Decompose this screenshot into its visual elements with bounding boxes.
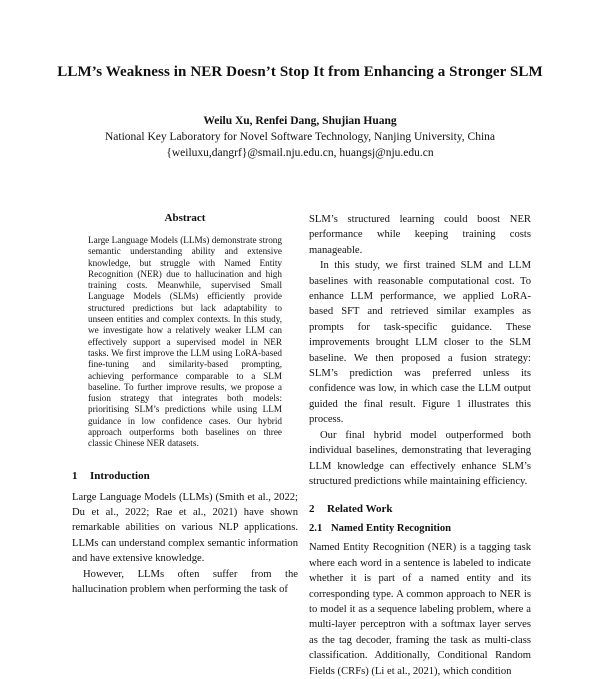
introduction-heading [72,470,298,482]
ner-paragraph: Named Entity Recognition (NER) is a tagging task where each word in a sentence is labeled to indicate whether it is part of a named entity and its corresponding type. A common approach to NER is to model it as a sequence labeling problem, where a multi-layer perceptron with a softmax layer serves as the tag decoder, framing the task as multi-class classification. Additionally, Conditional Random Fields (CRFs) (Li et al., 2021), which condition [309,542,531,677]
section-title: Related Work [327,503,393,516]
author-list: Weilu Xu, Renfei Dang, Shujian Huang [203,115,397,127]
ner-subsection-heading [309,523,531,534]
intro-paragraph-1: Large Language Models (LLMs) (Smith et al., 2022; Du et al., 2022; Rae et al., 2021) have shown remarkable abilities on various NLP applications. LLMs can understand complex semantic information and have extensive knowledge. [72,491,298,565]
intro-continued-paragraph: SLM’s structured learning could boost NER performance while keeping training costs manageable. [309,214,531,256]
author-emails: {weiluxu,dangrf}@smail.nju.edu.cn, huangsj@nju.edu.cn [166,147,434,159]
right-column [309,212,531,679]
abstract-text: Large Language Models (LLMs) demonstrate strong semantic understanding ability and extensive knowledge, but struggle with Named Entity Recognition (NER) due to hallucination and high training costs. Meanwhile, supervised Small Language Models (SLMs) efficiently provide structured predictions but lack adaptability to unseen entities and complex contexts. In this study, we investigate how a relatively weaker LLM can effectively support a supervised model in NER tasks. We first improve the LLM using LoRA-based fine-tuning and similarity-based prompting, achieving performance comparable to a SLM baseline. To further improve results, we propose a fusion strategy that integrates both models: prioritising SLM’s predictions while using LLM guidance in low confidence cases. Our hybrid approach outperforms both baselines on three classic Chinese NER datasets. [88,235,282,449]
related-work-heading [309,503,531,515]
study-paragraph: In this study, we first trained SLM and LLM baselines with reasonable computational cost. To enhance LLM performance, we applied LoRA-based SFT and retrieved similar examples as prompts for task-specific guidance. These improvements brought LLM closer to the SLM baseline. We then proposed a fusion strategy: SLM’s prediction was preferred unless its confidence was low, in which case the LLM output guided the final result. Figure 1 illustrates this process. [309,260,531,426]
section-number: 1 [72,469,78,482]
section-number: 2 [309,503,315,516]
paper-title: LLM’s Weakness in NER Doesn’t Stop It from Enhancing a Stronger SLM [57,64,543,80]
result-paragraph: Our final hybrid model outperformed both individual baselines, demonstrating that leveraging LLM knowledge can effectively enhance SLM’s structured predictions while maintaining efficiency. [309,429,531,487]
intro-paragraph-2: However, LLMs often suffer from the hallucination problem when performing the task of [72,568,298,596]
affiliation: National Key Laboratory for Novel Software Technology, Nanjing University, China [105,131,495,143]
left-column [72,212,298,597]
section-title: Introduction [90,469,150,482]
subsection-number: 2.1 [309,523,323,535]
subsection-title: Named Entity Recognition [331,523,452,535]
abstract-heading: Abstract [164,212,206,224]
